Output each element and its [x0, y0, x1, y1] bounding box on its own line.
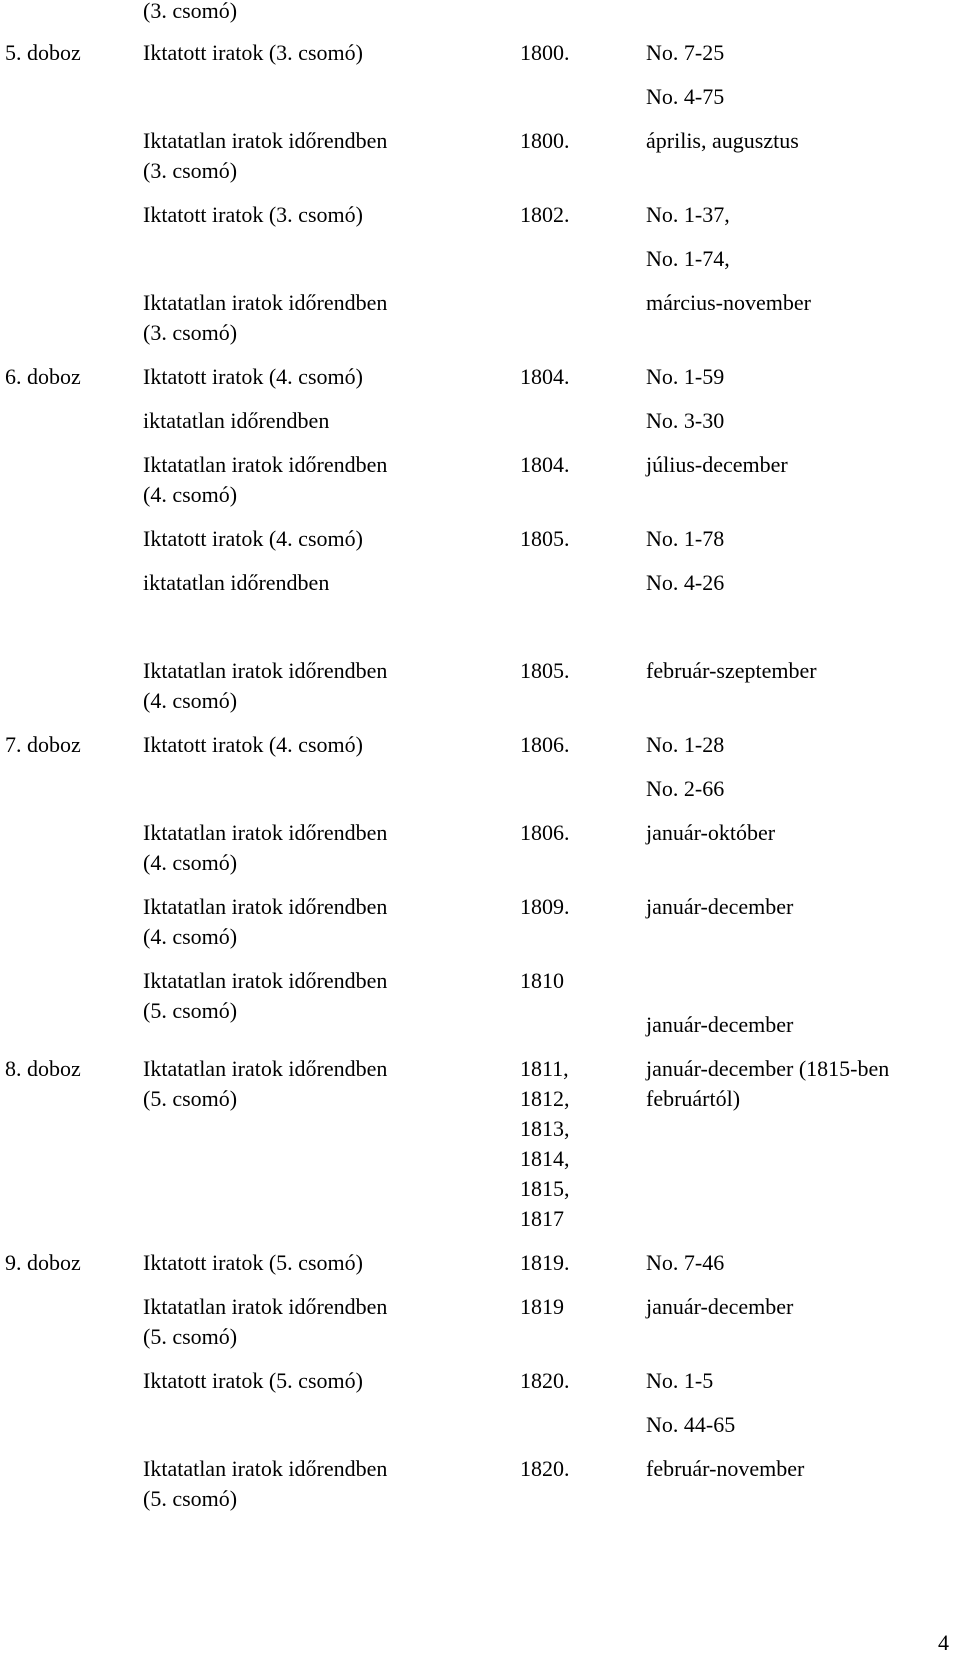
- year: 1806.: [520, 820, 570, 845]
- series-name: Iktatatlan iratok időrendben: [143, 1294, 388, 1319]
- number-range: január-december: [646, 894, 794, 919]
- series-name: Iktatott iratok (3. csomó): [143, 40, 363, 65]
- year: 1820.: [520, 1456, 570, 1481]
- year: 1811,: [520, 1056, 569, 1081]
- number-range: február-november: [646, 1456, 805, 1481]
- year: 1805.: [520, 658, 570, 683]
- year: 1817: [520, 1206, 564, 1231]
- year: 1814,: [520, 1146, 570, 1171]
- series-name: Iktatatlan iratok időrendben: [143, 452, 388, 477]
- number-range: No. 1-59: [646, 364, 725, 389]
- series-name: Iktatatlan iratok időrendben: [143, 128, 388, 153]
- number-range: No. 1-28: [646, 732, 725, 757]
- series-name: (5. csomó): [143, 1086, 238, 1111]
- series-name: Iktatott iratok (5. csomó): [143, 1250, 363, 1275]
- number-range: No. 1-74,: [646, 246, 730, 271]
- series-name: Iktatatlan iratok időrendben: [143, 658, 388, 683]
- series-name: (4. csomó): [143, 482, 238, 507]
- series-name: (5. csomó): [143, 1324, 238, 1349]
- series-name: Iktatott iratok (5. csomó): [143, 1368, 363, 1393]
- series-name: (5. csomó): [143, 1486, 238, 1511]
- series-name: iktatatlan időrendben: [143, 408, 330, 433]
- series-name: Iktatott iratok (4. csomó): [143, 732, 363, 757]
- series-name: (4. csomó): [143, 688, 238, 713]
- series-name: Iktatatlan iratok időrendben: [143, 1056, 388, 1081]
- series-name: (3. csomó): [143, 0, 238, 23]
- box-label: 5. doboz: [5, 40, 81, 65]
- year: 1813,: [520, 1116, 570, 1141]
- year: 1804.: [520, 452, 570, 477]
- box-label: 7. doboz: [5, 732, 81, 757]
- number-range: április, augusztus: [646, 128, 799, 153]
- number-range: július-december: [646, 452, 788, 477]
- series-name: Iktatatlan iratok időrendben: [143, 1456, 388, 1481]
- number-range: No. 4-75: [646, 84, 725, 109]
- series-name: (3. csomó): [143, 158, 238, 183]
- year: 1812,: [520, 1086, 570, 1111]
- year: 1820.: [520, 1368, 570, 1393]
- year: 1802.: [520, 202, 570, 227]
- series-name: Iktatott iratok (4. csomó): [143, 526, 363, 551]
- series-name: iktatatlan időrendben: [143, 570, 330, 595]
- number-range: január-december (1815-ben: [646, 1056, 890, 1081]
- year: 1804.: [520, 364, 570, 389]
- number-range: január-december: [646, 1294, 794, 1319]
- year: 1805.: [520, 526, 570, 551]
- number-range: No. 1-37,: [646, 202, 730, 227]
- year: 1815,: [520, 1176, 570, 1201]
- number-range: január-október: [646, 820, 776, 845]
- series-name: Iktatott iratok (4. csomó): [143, 364, 363, 389]
- number-range: No. 2-66: [646, 776, 725, 801]
- box-label: 9. doboz: [5, 1250, 81, 1275]
- number-range: No. 4-26: [646, 570, 725, 595]
- series-name: Iktatatlan iratok időrendben: [143, 290, 388, 315]
- series-name: Iktatott iratok (3. csomó): [143, 202, 363, 227]
- series-name: (3. csomó): [143, 320, 238, 345]
- number-range: No. 7-25: [646, 40, 725, 65]
- year: 1800.: [520, 40, 570, 65]
- year: 1809.: [520, 894, 570, 919]
- number-range: március-november: [646, 290, 811, 315]
- number-range: februártól): [646, 1086, 741, 1111]
- series-name: Iktatatlan iratok időrendben: [143, 820, 388, 845]
- number-range: No. 3-30: [646, 408, 725, 433]
- series-name: Iktatatlan iratok időrendben: [143, 968, 388, 993]
- box-label: 6. doboz: [5, 364, 81, 389]
- series-name: (4. csomó): [143, 850, 238, 875]
- series-name: (4. csomó): [143, 924, 238, 949]
- page-number: 4: [938, 1630, 949, 1655]
- number-range: No. 1-5: [646, 1368, 714, 1393]
- number-range: február-szeptember: [646, 658, 817, 683]
- year: 1800.: [520, 128, 570, 153]
- box-label: 8. doboz: [5, 1056, 81, 1081]
- series-name: (5. csomó): [143, 998, 238, 1023]
- year: 1819.: [520, 1250, 570, 1275]
- year: 1819: [520, 1294, 564, 1319]
- series-name: Iktatatlan iratok időrendben: [143, 894, 388, 919]
- year: 1806.: [520, 732, 570, 757]
- year: 1810: [520, 968, 564, 993]
- number-range: No. 7-46: [646, 1250, 725, 1275]
- number-range: No. 44-65: [646, 1412, 736, 1437]
- number-range: január-december: [646, 1012, 794, 1037]
- number-range: No. 1-78: [646, 526, 725, 551]
